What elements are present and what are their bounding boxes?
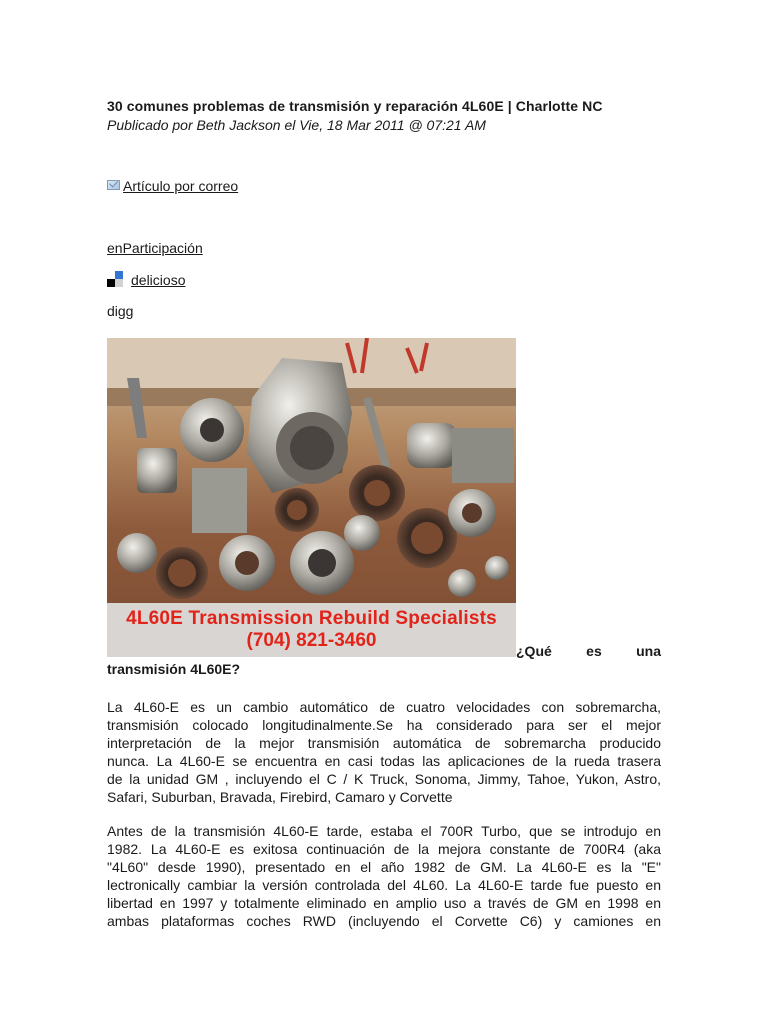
banner-phone: (704) 821-3460 (246, 630, 377, 651)
article-title: 30 comunes problemas de transmisión y reparación 4L60E | Charlotte NC (107, 98, 603, 114)
question-word: una (636, 643, 661, 659)
text-line: nunca. La 4L60-E se encuentra en casi todas las aplicaciones de la rueda trasera (107, 753, 661, 769)
email-article-row (107, 178, 238, 194)
digg-link[interactable]: digg (107, 303, 134, 319)
text-line: lectronically cambiar la versión controlada del 4L60. La 4L60-E tarde fue puesto en (107, 877, 661, 893)
delicious-row (107, 271, 185, 288)
text-line: ambas plataformas coches RWD (incluyendo el Corvette C6) y camiones en (107, 913, 661, 929)
ad-banner (107, 603, 516, 657)
banner-headline: 4L60E Transmission Rebuild Specialists (126, 608, 497, 629)
text-line: 1982. La 4L60-E es exitosa continuación de la mejora constante de 700R4 (aka (107, 841, 661, 857)
transmission-parts-photo (107, 338, 516, 657)
text-line: transmisión colocado longitudinalmente.Se ha considerado para ser el mejor (107, 717, 661, 733)
text-line: "4L60" desde 1990), presentado en el año 1982 de GM. La 4L60-E es la "E" (107, 859, 661, 875)
delicious-link[interactable]: delicioso (131, 272, 186, 288)
delicious-icon[interactable] (107, 271, 123, 287)
text-line: libertad en 1997 y totalmente eliminado en amplio uso a través de GM en 1998 en (107, 895, 661, 911)
question-heading-end: transmisión 4L60E? (107, 661, 241, 677)
text-line: Safari, Suburban, Bravada, Firebird, Camaro y Corvette (107, 789, 453, 805)
share-label[interactable]: enParticipación (107, 240, 203, 256)
transmission-parts-illustration (107, 338, 516, 603)
question-word: es (586, 643, 602, 659)
text-line: La 4L60-E es un cambio automático de cuatro velocidades con sobremarcha, (107, 699, 661, 715)
question-word: ¿Qué (516, 643, 552, 659)
text-line: de la unidad GM , incluyendo el C / K Truck, Sonoma, Jimmy, Tahoe, Yukon, Astro, (107, 771, 661, 787)
text-line: interpretación de la mejor transmisión automática de sobremarcha producido (107, 735, 661, 751)
paragraph-what-is (107, 698, 661, 806)
article-byline: Publicado por Beth Jackson el Vie, 18 Mar 2011 @ 07:21 AM (107, 117, 486, 133)
paragraph-history (107, 822, 661, 930)
text-line: Antes de la transmisión 4L60-E tarde, estaba el 700R Turbo, que se introdujo en (107, 823, 661, 839)
envelope-icon[interactable] (107, 180, 120, 190)
question-heading-start (516, 643, 661, 659)
email-article-link[interactable]: Artículo por correo (123, 178, 239, 194)
